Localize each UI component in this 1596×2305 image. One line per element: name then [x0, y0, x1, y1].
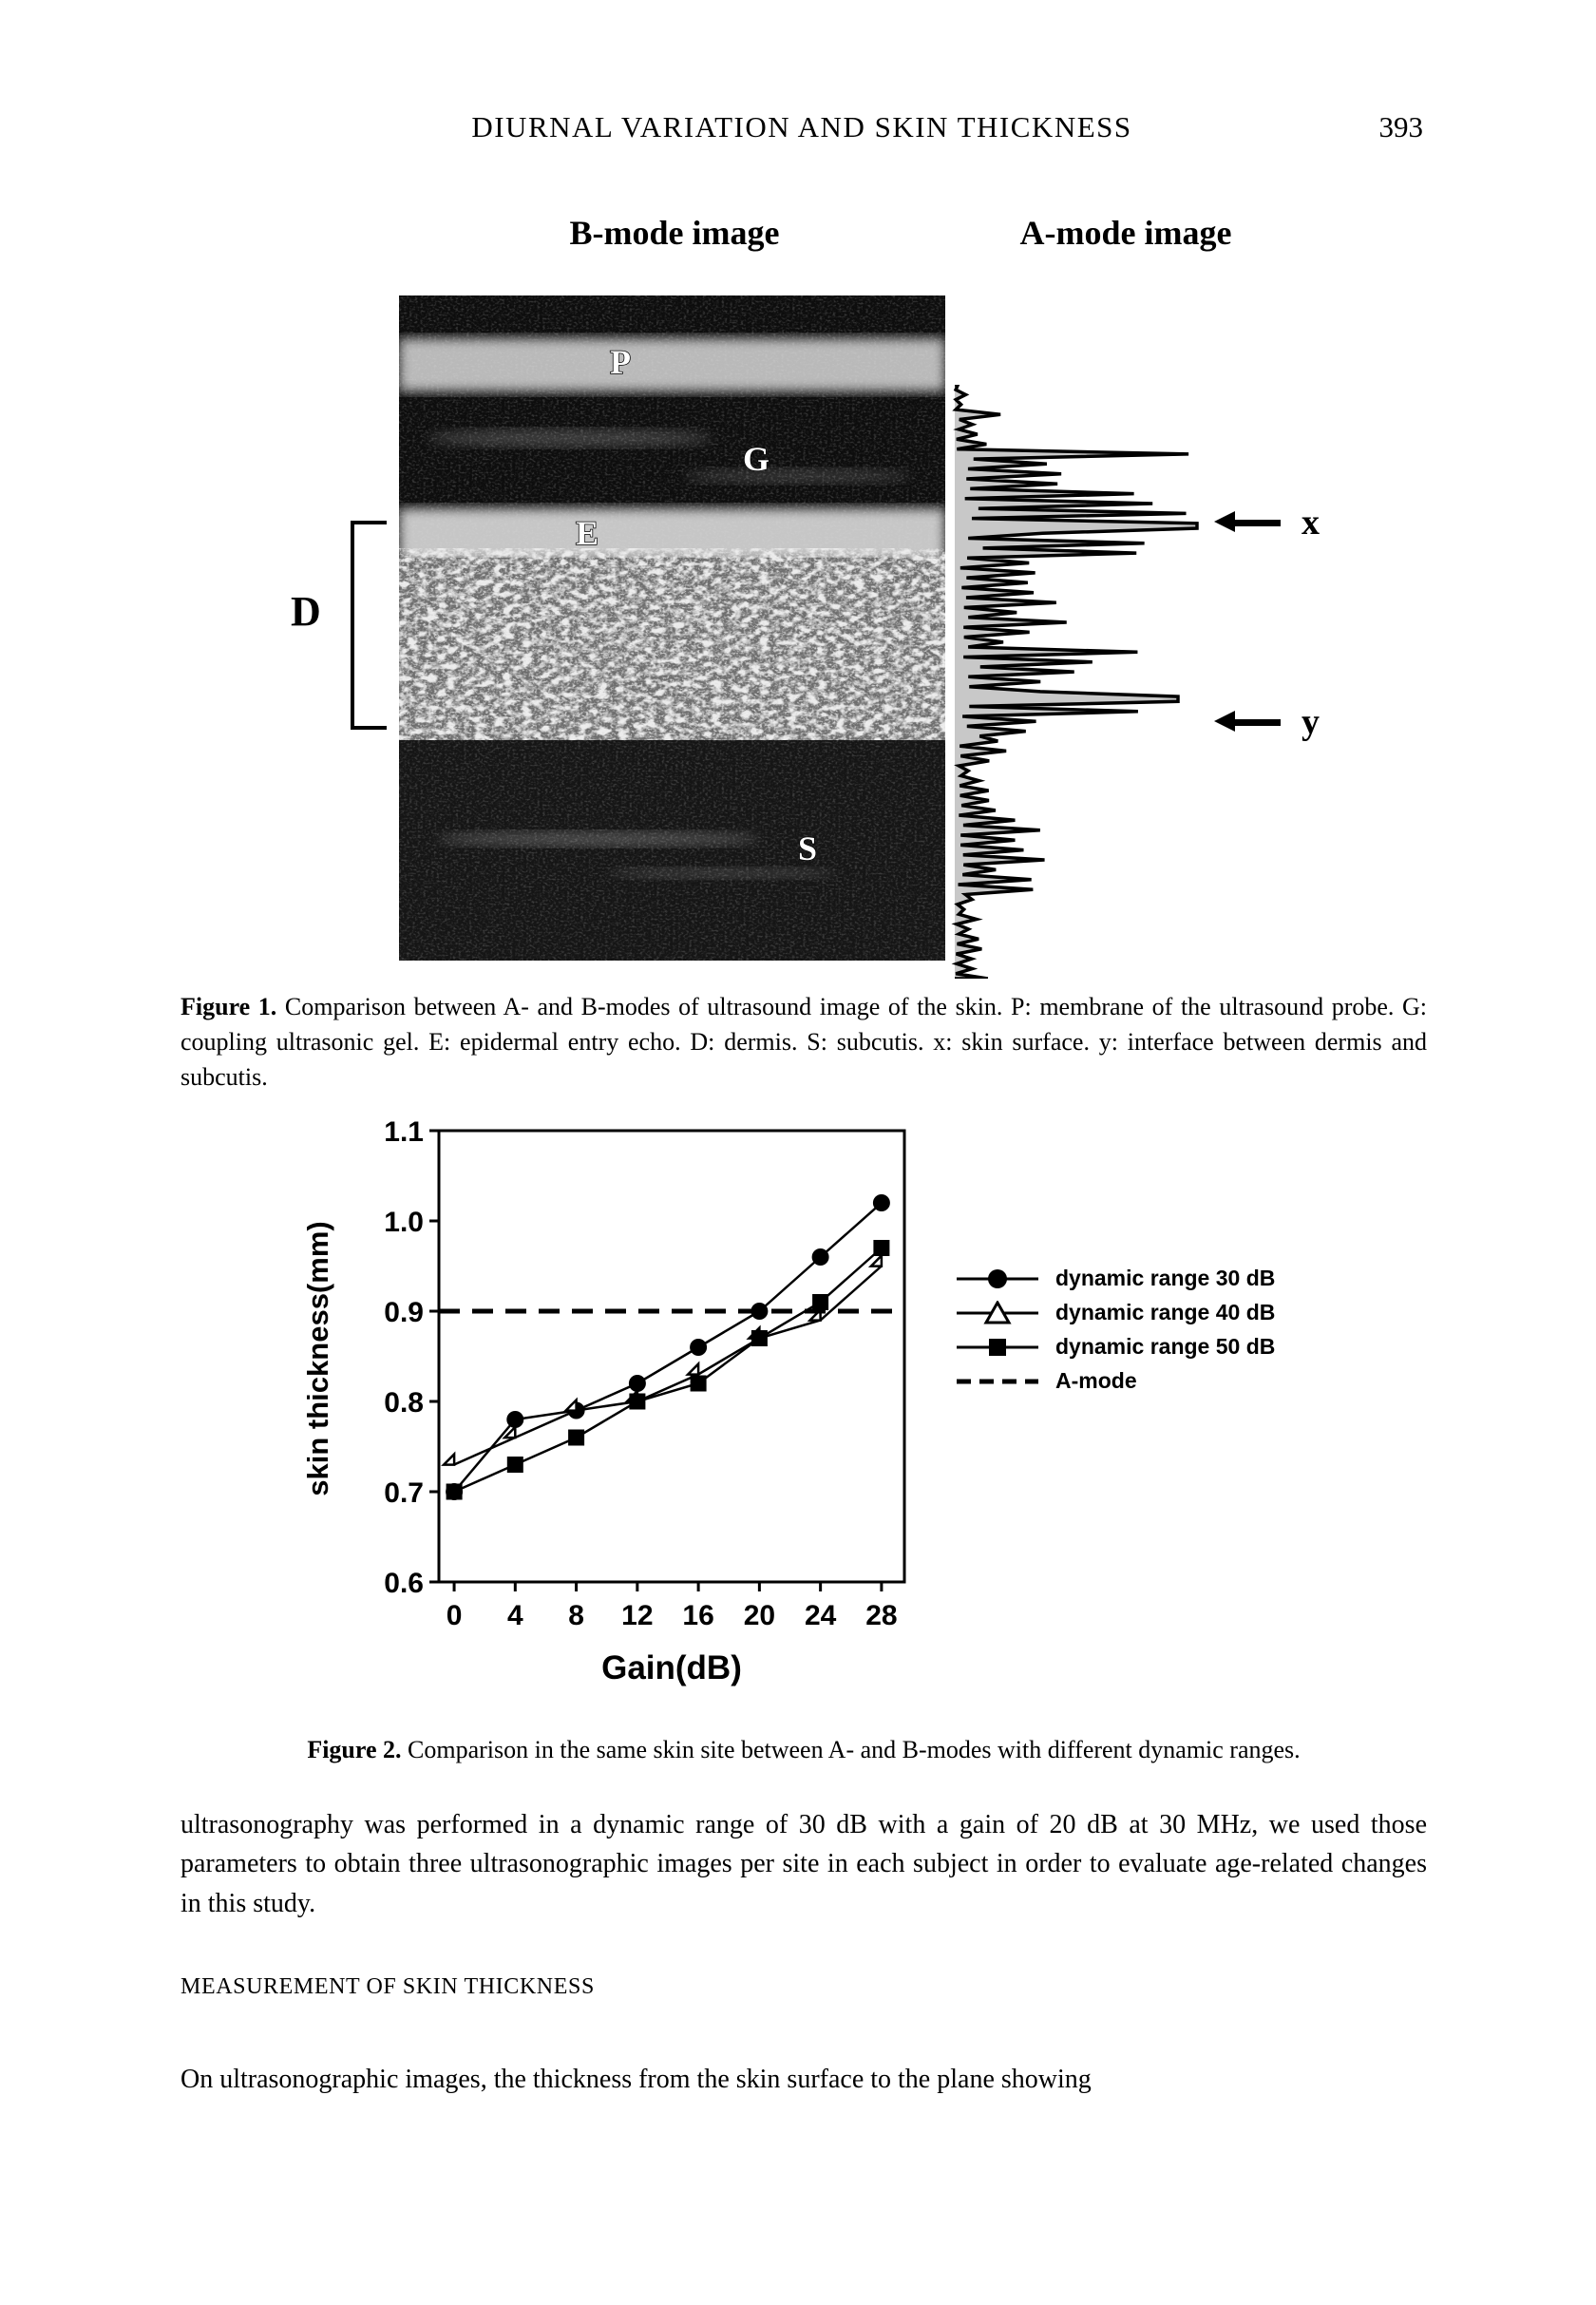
running-title: DIURNAL VARIATION AND SKIN THICKNESS: [471, 110, 1132, 143]
figure1-caption: [180, 990, 1427, 1095]
svg-text:12: 12: [621, 1600, 654, 1631]
svg-text:0.7: 0.7: [384, 1477, 424, 1509]
page-header: [180, 110, 1423, 148]
gel-label: G: [743, 440, 770, 478]
figure2-caption: [180, 1733, 1427, 1768]
triangle-open-marker-icon: [955, 1301, 1040, 1325]
subcutis-label: S: [798, 829, 818, 867]
figure2-caption-label: Figure 2.: [307, 1736, 402, 1763]
amode-trace: [945, 385, 1240, 979]
svg-text:0.6: 0.6: [384, 1568, 424, 1599]
chart-y-axis-label: skin thickness(mm): [301, 1221, 334, 1496]
figure1-caption-text: Comparison between A- and B-modes of ultrasound image of the skin. P: membrane of the ultrasound probe. G: coupling ultrasonic gel. E: epidermal entry echo. D: dermis. S: subcutis. x: skin surface. y: interface between dermis and subcutis.: [180, 993, 1428, 1091]
amode-image-title: A-mode image: [1019, 214, 1232, 252]
legend-label: dynamic range 40 dB: [1055, 1300, 1276, 1324]
left-arrow-icon: [1235, 719, 1281, 726]
figure1-caption-label: Figure 1.: [180, 993, 277, 1020]
dashed-line-marker-icon: [955, 1369, 1040, 1394]
dermis-subcutis-label: y: [1302, 702, 1320, 742]
left-arrow-icon: [1235, 520, 1281, 526]
dermis-label: D: [291, 588, 321, 635]
svg-text:0.8: 0.8: [384, 1387, 424, 1419]
svg-text:8: 8: [568, 1600, 584, 1631]
svg-text:24: 24: [804, 1600, 837, 1631]
chart-legend: [955, 1266, 1275, 1394]
dermis-subcutis-marker: [1235, 701, 1320, 743]
bmode-ultrasound-image: [399, 295, 945, 961]
chart-x-axis-label: Gain(dB): [601, 1649, 742, 1686]
section-heading: MEASUREMENT OF SKIN THICKNESS: [180, 1974, 595, 1999]
figure2-caption-text: Comparison in the same skin site between A- and B-modes with different dynamic ranges.: [408, 1736, 1301, 1763]
svg-text:0: 0: [446, 1600, 463, 1631]
bmode-image-title: B-mode image: [569, 214, 780, 252]
figure2-chart: [361, 1112, 969, 1644]
svg-text:28: 28: [865, 1600, 898, 1631]
svg-text:1.1: 1.1: [384, 1116, 424, 1148]
legend-item-amode: [955, 1368, 1275, 1394]
skin-surface-marker: [1235, 502, 1320, 543]
body-paragraph-2: On ultrasonographic images, the thickness from the skin surface to the plane showing: [180, 2065, 1092, 2094]
svg-text:4: 4: [506, 1600, 523, 1631]
skin-surface-label: x: [1302, 503, 1320, 543]
legend-item-30db: [955, 1266, 1275, 1291]
membrane-label: P: [610, 343, 631, 381]
legend-item-40db: [955, 1300, 1275, 1325]
legend-label: dynamic range 30 dB: [1055, 1266, 1276, 1290]
square-filled-marker-icon: [955, 1335, 1040, 1360]
legend-label: A-mode: [1055, 1368, 1137, 1393]
page-number: 393: [1378, 110, 1423, 143]
body-paragraph-1: ultrasonography was performed in a dynamic range of 30 dB with a gain of 20 dB at 30 MHz, we used those parameters to obtain three ultrasonographic images per site in each subject in order to evaluate age-related changes in this study.: [180, 1810, 1427, 1918]
dermis-bracket: [351, 521, 387, 730]
svg-text:0.9: 0.9: [384, 1297, 424, 1328]
legend-item-50db: [955, 1334, 1275, 1360]
svg-text:16: 16: [682, 1600, 714, 1631]
legend-label: dynamic range 50 dB: [1055, 1334, 1276, 1359]
entry-echo-label: E: [576, 514, 599, 552]
circle-filled-marker-icon: [955, 1267, 1040, 1291]
svg-text:20: 20: [743, 1600, 776, 1631]
svg-text:1.0: 1.0: [384, 1207, 424, 1238]
